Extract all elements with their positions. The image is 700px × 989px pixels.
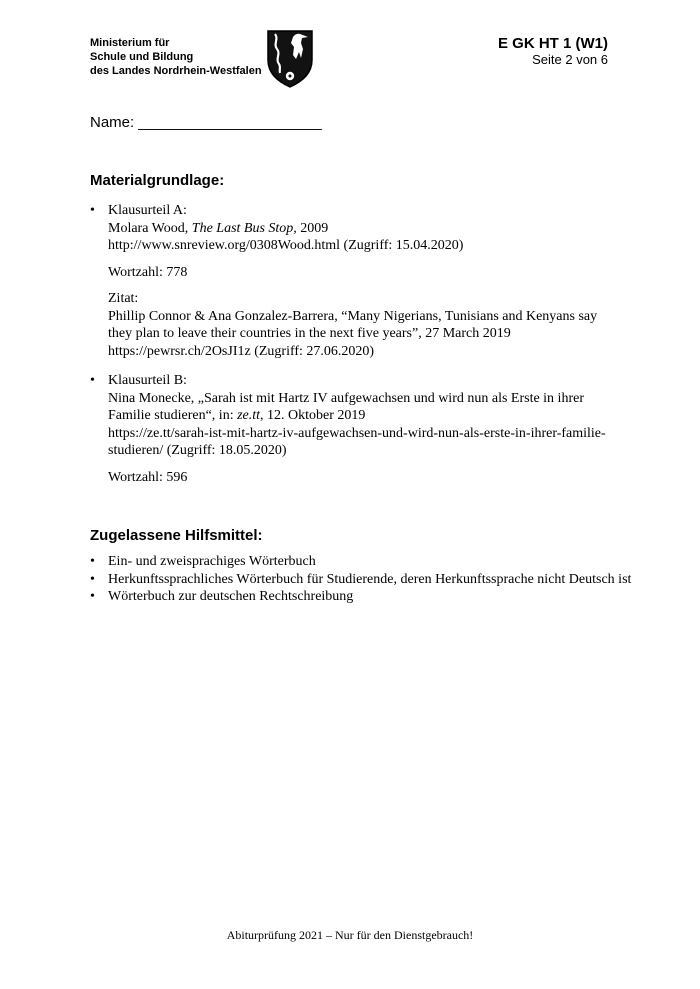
zitat-label: Zitat: (108, 291, 139, 306)
exam-info (498, 30, 608, 68)
klausurteil-b-item (90, 372, 608, 486)
zitat-text: Phillip Connor & Ana Gonzalez-Barrera, “Many Nigerians, Tunisians and Kenyans say they plan to leave their countries in the next five years”, 27 March 2019 (108, 308, 598, 341)
material-heading: Materialgrundlage: (90, 172, 225, 189)
klausurteil-a-url: http://www.snreview.org/0308Wood.html (Zugriff: 15.04.2020) (108, 238, 464, 253)
hilfsmittel-item-label: Herkunftssprachliches Wörterbuch für Studierende, deren Herkunftssprache nicht Deutsch ist (108, 571, 632, 587)
source-author: Molara Wood, (108, 220, 192, 236)
source-year: , 2009 (293, 220, 329, 236)
bullet-icon (90, 202, 108, 360)
ministry-line-2: Schule und Bildung (90, 51, 194, 63)
klausurteil-b-wordcount: Wortzahl: 596 (108, 469, 188, 485)
footer-note: Abiturprüfung 2021 – Nur für den Dienstgebrauch! (226, 928, 474, 942)
name-label: Name: (90, 114, 135, 131)
source-date: , 12. Oktober 2019 (260, 408, 366, 423)
bullet-icon (90, 571, 108, 589)
klausurteil-b-label: Klausurteil B: (108, 373, 187, 388)
klausurteil-b-content (108, 372, 608, 486)
bullet-icon (90, 372, 108, 486)
name-field (90, 114, 608, 131)
klausurteil-b-source (108, 390, 608, 425)
exam-code: E GK HT 1 (W1) (497, 35, 608, 52)
hilfsmittel-item (90, 571, 632, 589)
klausurteil-a-item (90, 202, 608, 360)
klausurteil-a-wordcount: Wortzahl: 778 (108, 264, 188, 280)
klausurteil-a-label: Klausurteil A: (108, 203, 187, 218)
source-author: Nina Monecke, „Sarah ist mit Hartz IV aufgewachsen und wird nun als Erste in ihrer Familie studieren“, in: (108, 390, 584, 423)
ministry-line-3: des Landes Nordrhein-Westfalen (90, 65, 262, 77)
source-title: ze.tt (237, 408, 261, 423)
klausurteil-a-content (108, 202, 608, 360)
hilfsmittel-item (90, 588, 608, 606)
bullet-icon (90, 553, 108, 571)
document-header (90, 30, 608, 86)
hilfsmittel-heading: Zugelassene Hilfsmittel: (90, 527, 263, 544)
ministry-line-1: Ministerium für (90, 37, 170, 49)
zitat-url: https://pewrsr.ch/2OsJI1z (Zugriff: 27.06.2020) (108, 343, 375, 359)
hilfsmittel-list (90, 553, 632, 606)
ministry-name (90, 30, 262, 78)
hilfsmittel-item-label: Wörterbuch zur deutschen Rechtschreibung (108, 589, 354, 604)
page-number: Seite 2 von 6 (532, 52, 608, 67)
klausurteil-a-source (108, 220, 608, 238)
hilfsmittel-item (90, 553, 608, 571)
name-blank-line: ______________________ (138, 114, 322, 131)
hilfsmittel-item-label: Ein- und zweisprachiges Wörterbuch (108, 554, 316, 569)
bullet-icon (90, 588, 108, 606)
klausurteil-b-url: https://ze.tt/sarah-ist-mit-hartz-iv-aufgewachsen-und-wird-nun-als-erste-in-ihrer-familie-studieren/ (Zugriff: 18.05.2020) (108, 425, 606, 458)
source-title: The Last Bus Stop (191, 220, 294, 236)
nrw-coat-of-arms-icon (266, 30, 314, 88)
